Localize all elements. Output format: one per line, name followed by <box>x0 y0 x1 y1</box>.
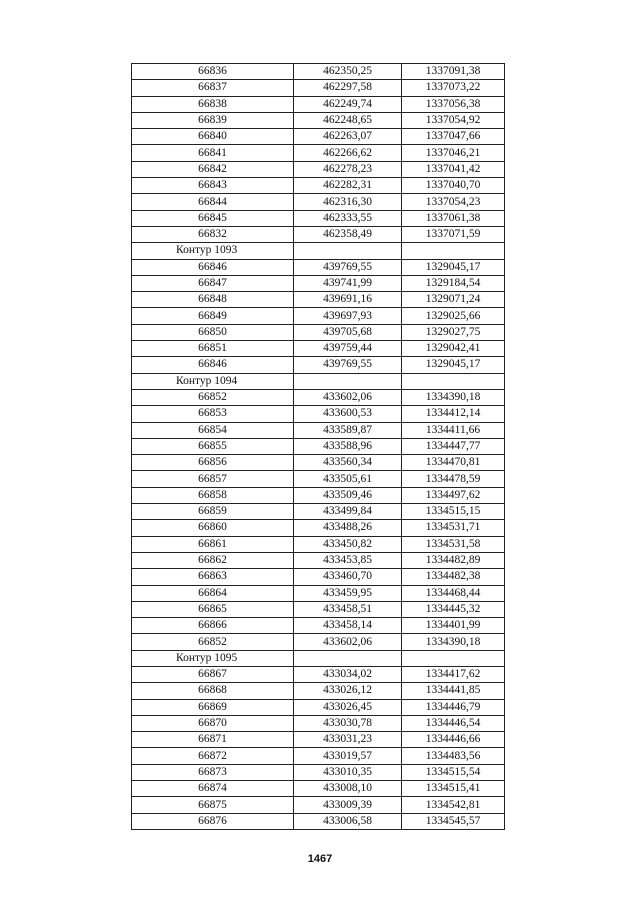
y-coordinate-cell: 1337073,22 <box>402 80 505 96</box>
point-number-cell: 66861 <box>132 536 294 552</box>
point-number-cell: 66853 <box>132 406 294 422</box>
table-row <box>132 732 505 748</box>
y-coordinate-cell: 1334412,14 <box>402 406 505 422</box>
point-number-cell: 66873 <box>132 764 294 780</box>
y-coordinate-cell: 1329045,17 <box>402 357 505 373</box>
y-coordinate-cell: 1337061,38 <box>402 210 505 226</box>
x-coordinate-cell: 439705,68 <box>294 324 402 340</box>
point-number-cell: 66869 <box>132 699 294 715</box>
point-number-cell: 66850 <box>132 324 294 340</box>
table-row <box>132 585 505 601</box>
point-number-cell: 66847 <box>132 275 294 291</box>
y-coordinate-cell: 1334468,44 <box>402 585 505 601</box>
point-number-cell: 66852 <box>132 634 294 650</box>
x-coordinate-cell: 433450,82 <box>294 536 402 552</box>
table-row <box>132 292 505 308</box>
table-row <box>132 357 505 373</box>
point-number-cell: 66842 <box>132 161 294 177</box>
y-coordinate-cell: 1329025,66 <box>402 308 505 324</box>
y-coordinate-cell: 1337047,66 <box>402 129 505 145</box>
y-coordinate-cell: 1334515,54 <box>402 764 505 780</box>
y-coordinate-cell: 1334390,18 <box>402 389 505 405</box>
point-number-cell: 66874 <box>132 781 294 797</box>
x-coordinate-cell: 433008,10 <box>294 781 402 797</box>
y-coordinate-cell: 1334445,32 <box>402 601 505 617</box>
y-coordinate-cell: 1329042,41 <box>402 341 505 357</box>
x-coordinate-cell: 433458,51 <box>294 601 402 617</box>
coordinates-table <box>131 63 505 830</box>
point-number-cell: 66868 <box>132 683 294 699</box>
y-coordinate-cell: 1334446,54 <box>402 715 505 731</box>
table-row <box>132 487 505 503</box>
x-coordinate-cell <box>294 650 402 666</box>
point-number-cell: 66870 <box>132 715 294 731</box>
x-coordinate-cell: 433588,96 <box>294 438 402 454</box>
table-row <box>132 308 505 324</box>
x-coordinate-cell: 433034,02 <box>294 666 402 682</box>
x-coordinate-cell: 462333,55 <box>294 210 402 226</box>
table-row <box>132 715 505 731</box>
x-coordinate-cell: 462266,62 <box>294 145 402 161</box>
x-coordinate-cell <box>294 373 402 389</box>
table-row <box>132 112 505 128</box>
point-number-cell: 66876 <box>132 813 294 829</box>
y-coordinate-cell: 1334483,56 <box>402 748 505 764</box>
x-coordinate-cell: 433453,85 <box>294 552 402 568</box>
y-coordinate-cell: 1334417,62 <box>402 666 505 682</box>
x-coordinate-cell: 433026,45 <box>294 699 402 715</box>
point-number-cell: 66867 <box>132 666 294 682</box>
point-number-cell: 66846 <box>132 357 294 373</box>
y-coordinate-cell: 1334515,15 <box>402 504 505 520</box>
y-coordinate-cell: 1334478,59 <box>402 471 505 487</box>
y-coordinate-cell: 1329027,75 <box>402 324 505 340</box>
x-coordinate-cell: 433505,61 <box>294 471 402 487</box>
x-coordinate-cell: 433560,34 <box>294 455 402 471</box>
y-coordinate-cell: 1334441,85 <box>402 683 505 699</box>
point-number-cell: 66864 <box>132 585 294 601</box>
x-coordinate-cell: 439691,16 <box>294 292 402 308</box>
table-row <box>132 504 505 520</box>
x-coordinate-cell: 439697,93 <box>294 308 402 324</box>
table-row <box>132 601 505 617</box>
point-number-cell: 66866 <box>132 618 294 634</box>
x-coordinate-cell <box>294 243 402 259</box>
point-number-cell: 66843 <box>132 178 294 194</box>
y-coordinate-cell: 1329071,24 <box>402 292 505 308</box>
x-coordinate-cell: 462350,25 <box>294 64 402 80</box>
point-number-cell: 66862 <box>132 552 294 568</box>
point-number-cell: 66854 <box>132 422 294 438</box>
y-coordinate-cell: 1334515,41 <box>402 781 505 797</box>
y-coordinate-cell: 1334411,66 <box>402 422 505 438</box>
x-coordinate-cell: 433589,87 <box>294 422 402 438</box>
table-row <box>132 764 505 780</box>
y-coordinate-cell: 1337071,59 <box>402 226 505 242</box>
y-coordinate-cell: 1334390,18 <box>402 634 505 650</box>
point-number-cell: 66837 <box>132 80 294 96</box>
y-coordinate-cell: 1334497,62 <box>402 487 505 503</box>
point-number-cell: 66838 <box>132 96 294 112</box>
y-coordinate-cell: 1337041,42 <box>402 161 505 177</box>
table-row <box>132 438 505 454</box>
point-number-cell: 66855 <box>132 438 294 454</box>
point-number-cell: 66844 <box>132 194 294 210</box>
table-row <box>132 324 505 340</box>
x-coordinate-cell: 433509,46 <box>294 487 402 503</box>
x-coordinate-cell: 433030,78 <box>294 715 402 731</box>
y-coordinate-cell: 1334482,89 <box>402 552 505 568</box>
y-coordinate-cell <box>402 243 505 259</box>
contour-header-row <box>132 373 505 389</box>
x-coordinate-cell: 462358,49 <box>294 226 402 242</box>
table-row <box>132 80 505 96</box>
table-row <box>132 634 505 650</box>
table-row <box>132 275 505 291</box>
point-number-cell: 66849 <box>132 308 294 324</box>
y-coordinate-cell: 1334542,81 <box>402 797 505 813</box>
y-coordinate-cell: 1337040,70 <box>402 178 505 194</box>
point-number-cell: 66858 <box>132 487 294 503</box>
x-coordinate-cell: 433459,95 <box>294 585 402 601</box>
y-coordinate-cell: 1334470,81 <box>402 455 505 471</box>
table-row <box>132 406 505 422</box>
table-row <box>132 699 505 715</box>
table-row <box>132 797 505 813</box>
y-coordinate-cell: 1334401,99 <box>402 618 505 634</box>
y-coordinate-cell: 1334446,79 <box>402 699 505 715</box>
contour-header-row <box>132 243 505 259</box>
x-coordinate-cell: 433602,06 <box>294 389 402 405</box>
x-coordinate-cell: 462282,31 <box>294 178 402 194</box>
y-coordinate-cell <box>402 650 505 666</box>
table-row <box>132 259 505 275</box>
x-coordinate-cell: 433499,84 <box>294 504 402 520</box>
point-number-cell: 66863 <box>132 569 294 585</box>
point-number-cell: 66875 <box>132 797 294 813</box>
point-number-cell: 66871 <box>132 732 294 748</box>
table-row <box>132 683 505 699</box>
point-number-cell: 66848 <box>132 292 294 308</box>
x-coordinate-cell: 433010,35 <box>294 764 402 780</box>
table-row <box>132 178 505 194</box>
contour-label-cell: Контур 1093 <box>132 243 294 259</box>
point-number-cell: 66851 <box>132 341 294 357</box>
table-row <box>132 455 505 471</box>
table-row <box>132 145 505 161</box>
point-number-cell: 66872 <box>132 748 294 764</box>
y-coordinate-cell: 1334482,38 <box>402 569 505 585</box>
x-coordinate-cell: 433488,26 <box>294 520 402 536</box>
table-row <box>132 569 505 585</box>
x-coordinate-cell: 439759,44 <box>294 341 402 357</box>
point-number-cell: 66840 <box>132 129 294 145</box>
x-coordinate-cell: 439741,99 <box>294 275 402 291</box>
y-coordinate-cell: 1334531,58 <box>402 536 505 552</box>
point-number-cell: 66856 <box>132 455 294 471</box>
table-row <box>132 748 505 764</box>
point-number-cell: 66845 <box>132 210 294 226</box>
table-row <box>132 813 505 829</box>
y-coordinate-cell: 1329045,17 <box>402 259 505 275</box>
table-row <box>132 226 505 242</box>
table-row <box>132 471 505 487</box>
point-number-cell: 66852 <box>132 389 294 405</box>
x-coordinate-cell: 433458,14 <box>294 618 402 634</box>
y-coordinate-cell: 1334531,71 <box>402 520 505 536</box>
x-coordinate-cell: 439769,55 <box>294 259 402 275</box>
y-coordinate-cell: 1334446,66 <box>402 732 505 748</box>
y-coordinate-cell <box>402 373 505 389</box>
point-number-cell: 66839 <box>132 112 294 128</box>
point-number-cell: 66857 <box>132 471 294 487</box>
table-row <box>132 210 505 226</box>
point-number-cell: 66832 <box>132 226 294 242</box>
table-row <box>132 520 505 536</box>
table-row <box>132 129 505 145</box>
y-coordinate-cell: 1334545,57 <box>402 813 505 829</box>
table-row <box>132 422 505 438</box>
y-coordinate-cell: 1337054,92 <box>402 112 505 128</box>
x-coordinate-cell: 462278,23 <box>294 161 402 177</box>
x-coordinate-cell: 433460,70 <box>294 569 402 585</box>
x-coordinate-cell: 433602,06 <box>294 634 402 650</box>
y-coordinate-cell: 1337056,38 <box>402 96 505 112</box>
y-coordinate-cell: 1329184,54 <box>402 275 505 291</box>
coordinates-table-body <box>132 64 505 830</box>
y-coordinate-cell: 1337054,23 <box>402 194 505 210</box>
table-row <box>132 161 505 177</box>
point-number-cell: 66860 <box>132 520 294 536</box>
x-coordinate-cell: 462316,30 <box>294 194 402 210</box>
x-coordinate-cell: 433600,53 <box>294 406 402 422</box>
contour-label-cell: Контур 1094 <box>132 373 294 389</box>
contour-header-row <box>132 650 505 666</box>
table-row <box>132 194 505 210</box>
x-coordinate-cell: 433006,58 <box>294 813 402 829</box>
point-number-cell: 66841 <box>132 145 294 161</box>
table-row <box>132 666 505 682</box>
contour-label-cell: Контур 1095 <box>132 650 294 666</box>
x-coordinate-cell: 462297,58 <box>294 80 402 96</box>
x-coordinate-cell: 439769,55 <box>294 357 402 373</box>
point-number-cell: 66846 <box>132 259 294 275</box>
x-coordinate-cell: 433019,57 <box>294 748 402 764</box>
x-coordinate-cell: 433026,12 <box>294 683 402 699</box>
table-row <box>132 552 505 568</box>
point-number-cell: 66865 <box>132 601 294 617</box>
x-coordinate-cell: 433009,39 <box>294 797 402 813</box>
x-coordinate-cell: 433031,23 <box>294 732 402 748</box>
table-row <box>132 536 505 552</box>
x-coordinate-cell: 462248,65 <box>294 112 402 128</box>
y-coordinate-cell: 1337091,38 <box>402 64 505 80</box>
page-number: 1467 <box>307 853 333 865</box>
y-coordinate-cell: 1337046,21 <box>402 145 505 161</box>
table-row <box>132 781 505 797</box>
x-coordinate-cell: 462263,07 <box>294 129 402 145</box>
y-coordinate-cell: 1334447,77 <box>402 438 505 454</box>
table-row <box>132 389 505 405</box>
table-row <box>132 341 505 357</box>
table-row <box>132 64 505 80</box>
table-row <box>132 96 505 112</box>
table-row <box>132 618 505 634</box>
point-number-cell: 66836 <box>132 64 294 80</box>
point-number-cell: 66859 <box>132 504 294 520</box>
x-coordinate-cell: 462249,74 <box>294 96 402 112</box>
